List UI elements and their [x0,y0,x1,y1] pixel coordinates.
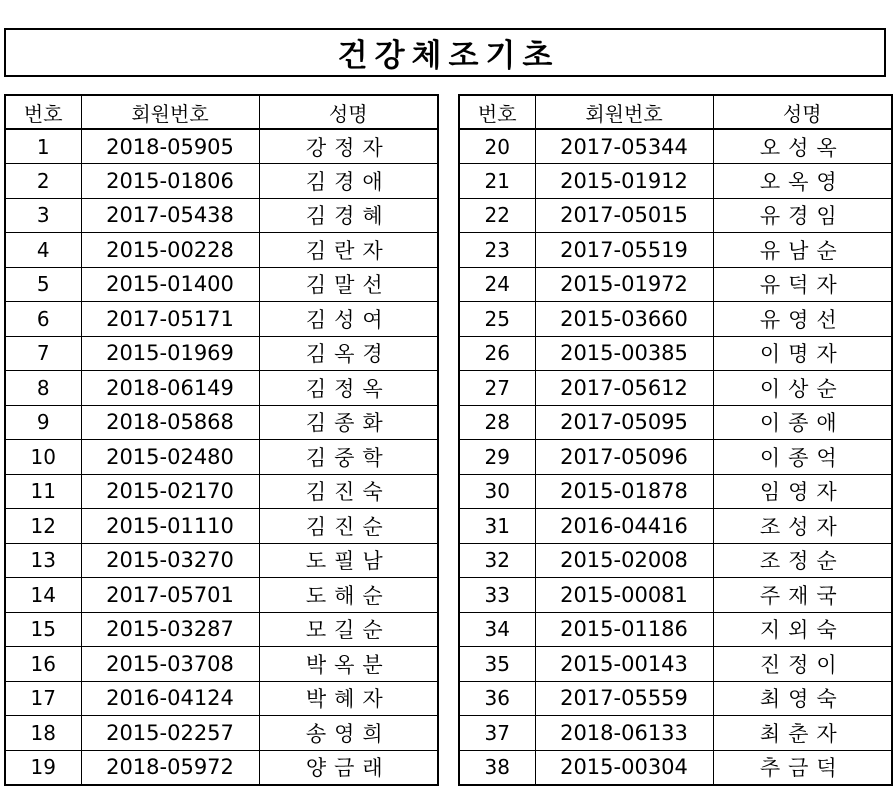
cell-member-id: 2017-05015 [535,198,713,233]
table-row [5,129,438,164]
cell-number: 13 [5,543,81,578]
table-header-row [459,95,892,129]
cell-member-id: 2017-05559 [535,681,713,716]
cell-member-id: 2015-01969 [81,336,259,371]
table-row [5,716,438,751]
cell-member-id: 2015-01912 [535,164,713,199]
cell-member-id: 2017-05438 [81,198,259,233]
cell-name: 김옥경 [259,336,438,371]
cell-number: 34 [459,612,535,647]
cell-member-id: 2015-03660 [535,302,713,337]
cell-name: 강정자 [259,129,438,164]
cell-name: 최영숙 [713,681,892,716]
cell-number: 14 [5,578,81,613]
table-row [459,267,892,302]
table-row [5,233,438,268]
table-row [459,509,892,544]
cell-name: 이명자 [713,336,892,371]
cell-number: 2 [5,164,81,199]
cell-number: 27 [459,371,535,406]
cell-name: 유덕자 [713,267,892,302]
cell-name: 모길순 [259,612,438,647]
cell-member-id: 2017-05519 [535,233,713,268]
table-row [459,164,892,199]
cell-name: 이상순 [713,371,892,406]
title-box [4,28,886,77]
cell-member-id: 2018-05905 [81,129,259,164]
cell-number: 6 [5,302,81,337]
cell-name: 도필남 [259,543,438,578]
cell-name: 김경애 [259,164,438,199]
cell-member-id: 2015-02480 [81,440,259,475]
header-name: 성명 [259,95,438,129]
cell-number: 3 [5,198,81,233]
cell-name: 진정이 [713,647,892,682]
member-table-right [458,94,893,786]
cell-name: 유남순 [713,233,892,268]
table-row [459,129,892,164]
cell-name: 조정순 [713,543,892,578]
cell-number: 31 [459,509,535,544]
table-row [5,440,438,475]
cell-member-id: 2015-03287 [81,612,259,647]
table-row [459,440,892,475]
table-row [459,543,892,578]
cell-number: 25 [459,302,535,337]
cell-name: 김경혜 [259,198,438,233]
cell-member-id: 2015-02170 [81,474,259,509]
cell-number: 17 [5,681,81,716]
cell-number: 22 [459,198,535,233]
cell-number: 10 [5,440,81,475]
cell-name: 이종애 [713,405,892,440]
cell-number: 35 [459,647,535,682]
cell-member-id: 2015-01400 [81,267,259,302]
cell-member-id: 2015-02257 [81,716,259,751]
cell-number: 8 [5,371,81,406]
table-row [5,474,438,509]
table-row [5,647,438,682]
header-number: 번호 [459,95,535,129]
cell-name: 김정옥 [259,371,438,406]
cell-number: 32 [459,543,535,578]
cell-member-id: 2016-04124 [81,681,259,716]
cell-number: 19 [5,750,81,785]
cell-member-id: 2015-01186 [535,612,713,647]
table-row [459,681,892,716]
table-row [459,233,892,268]
table-row [5,267,438,302]
table-row [5,543,438,578]
cell-name: 송영희 [259,716,438,751]
cell-name: 조성자 [713,509,892,544]
cell-number: 29 [459,440,535,475]
cell-name: 김성여 [259,302,438,337]
table-header-row [5,95,438,129]
cell-number: 38 [459,750,535,785]
cell-member-id: 2015-02008 [535,543,713,578]
cell-member-id: 2017-05701 [81,578,259,613]
header-name: 성명 [713,95,892,129]
cell-member-id: 2016-04416 [535,509,713,544]
cell-name: 최춘자 [713,716,892,751]
cell-member-id: 2017-05171 [81,302,259,337]
cell-name: 박옥분 [259,647,438,682]
cell-member-id: 2017-05344 [535,129,713,164]
cell-number: 23 [459,233,535,268]
table-row [5,405,438,440]
cell-name: 김진숙 [259,474,438,509]
cell-member-id: 2015-01110 [81,509,259,544]
cell-name: 유경임 [713,198,892,233]
cell-number: 30 [459,474,535,509]
header-member-id: 회원번호 [81,95,259,129]
table-row [5,164,438,199]
table-row [459,302,892,337]
cell-member-id: 2015-01972 [535,267,713,302]
cell-member-id: 2015-03708 [81,647,259,682]
table-row [459,578,892,613]
cell-number: 15 [5,612,81,647]
cell-number: 36 [459,681,535,716]
table-row [459,750,892,785]
table-row [5,302,438,337]
cell-number: 26 [459,336,535,371]
cell-number: 1 [5,129,81,164]
cell-member-id: 2018-06149 [81,371,259,406]
cell-name: 박혜자 [259,681,438,716]
cell-member-id: 2018-05868 [81,405,259,440]
cell-name: 유영선 [713,302,892,337]
table-row [459,716,892,751]
cell-name: 이종억 [713,440,892,475]
cell-number: 28 [459,405,535,440]
cell-name: 임영자 [713,474,892,509]
table-row [5,509,438,544]
cell-name: 김종화 [259,405,438,440]
cell-member-id: 2015-01878 [535,474,713,509]
cell-number: 33 [459,578,535,613]
cell-member-id: 2018-05972 [81,750,259,785]
cell-number: 24 [459,267,535,302]
cell-member-id: 2017-05612 [535,371,713,406]
cell-name: 오옥영 [713,164,892,199]
cell-member-id: 2015-01806 [81,164,259,199]
cell-number: 37 [459,716,535,751]
cell-name: 추금덕 [713,750,892,785]
table-row [5,578,438,613]
cell-name: 주재국 [713,578,892,613]
cell-member-id: 2017-05096 [535,440,713,475]
table-row [5,336,438,371]
cell-name: 김말선 [259,267,438,302]
table-row [5,681,438,716]
table-row [459,474,892,509]
cell-number: 16 [5,647,81,682]
table-row [5,198,438,233]
table-row [459,647,892,682]
cell-number: 4 [5,233,81,268]
cell-member-id: 2015-03270 [81,543,259,578]
cell-number: 5 [5,267,81,302]
cell-number: 7 [5,336,81,371]
cell-name: 김진순 [259,509,438,544]
cell-name: 지외숙 [713,612,892,647]
cell-number: 11 [5,474,81,509]
cell-number: 9 [5,405,81,440]
cell-member-id: 2015-00228 [81,233,259,268]
table-row [459,198,892,233]
cell-number: 18 [5,716,81,751]
header-member-id: 회원번호 [535,95,713,129]
table-row [5,612,438,647]
cell-member-id: 2018-06133 [535,716,713,751]
table-row [459,612,892,647]
table-row [5,371,438,406]
cell-name: 김중학 [259,440,438,475]
table-row [459,405,892,440]
page-title: 건강체조기초 [337,38,560,74]
cell-number: 12 [5,509,81,544]
cell-name: 오성옥 [713,129,892,164]
cell-member-id: 2015-00385 [535,336,713,371]
header-number: 번호 [5,95,81,129]
cell-number: 21 [459,164,535,199]
cell-member-id: 2015-00081 [535,578,713,613]
table-row [5,750,438,785]
cell-member-id: 2017-05095 [535,405,713,440]
cell-name: 도해순 [259,578,438,613]
cell-number: 20 [459,129,535,164]
cell-name: 양금래 [259,750,438,785]
table-row [459,371,892,406]
cell-member-id: 2015-00143 [535,647,713,682]
cell-member-id: 2015-00304 [535,750,713,785]
member-table-left [4,94,439,786]
cell-name: 김란자 [259,233,438,268]
table-row [459,336,892,371]
